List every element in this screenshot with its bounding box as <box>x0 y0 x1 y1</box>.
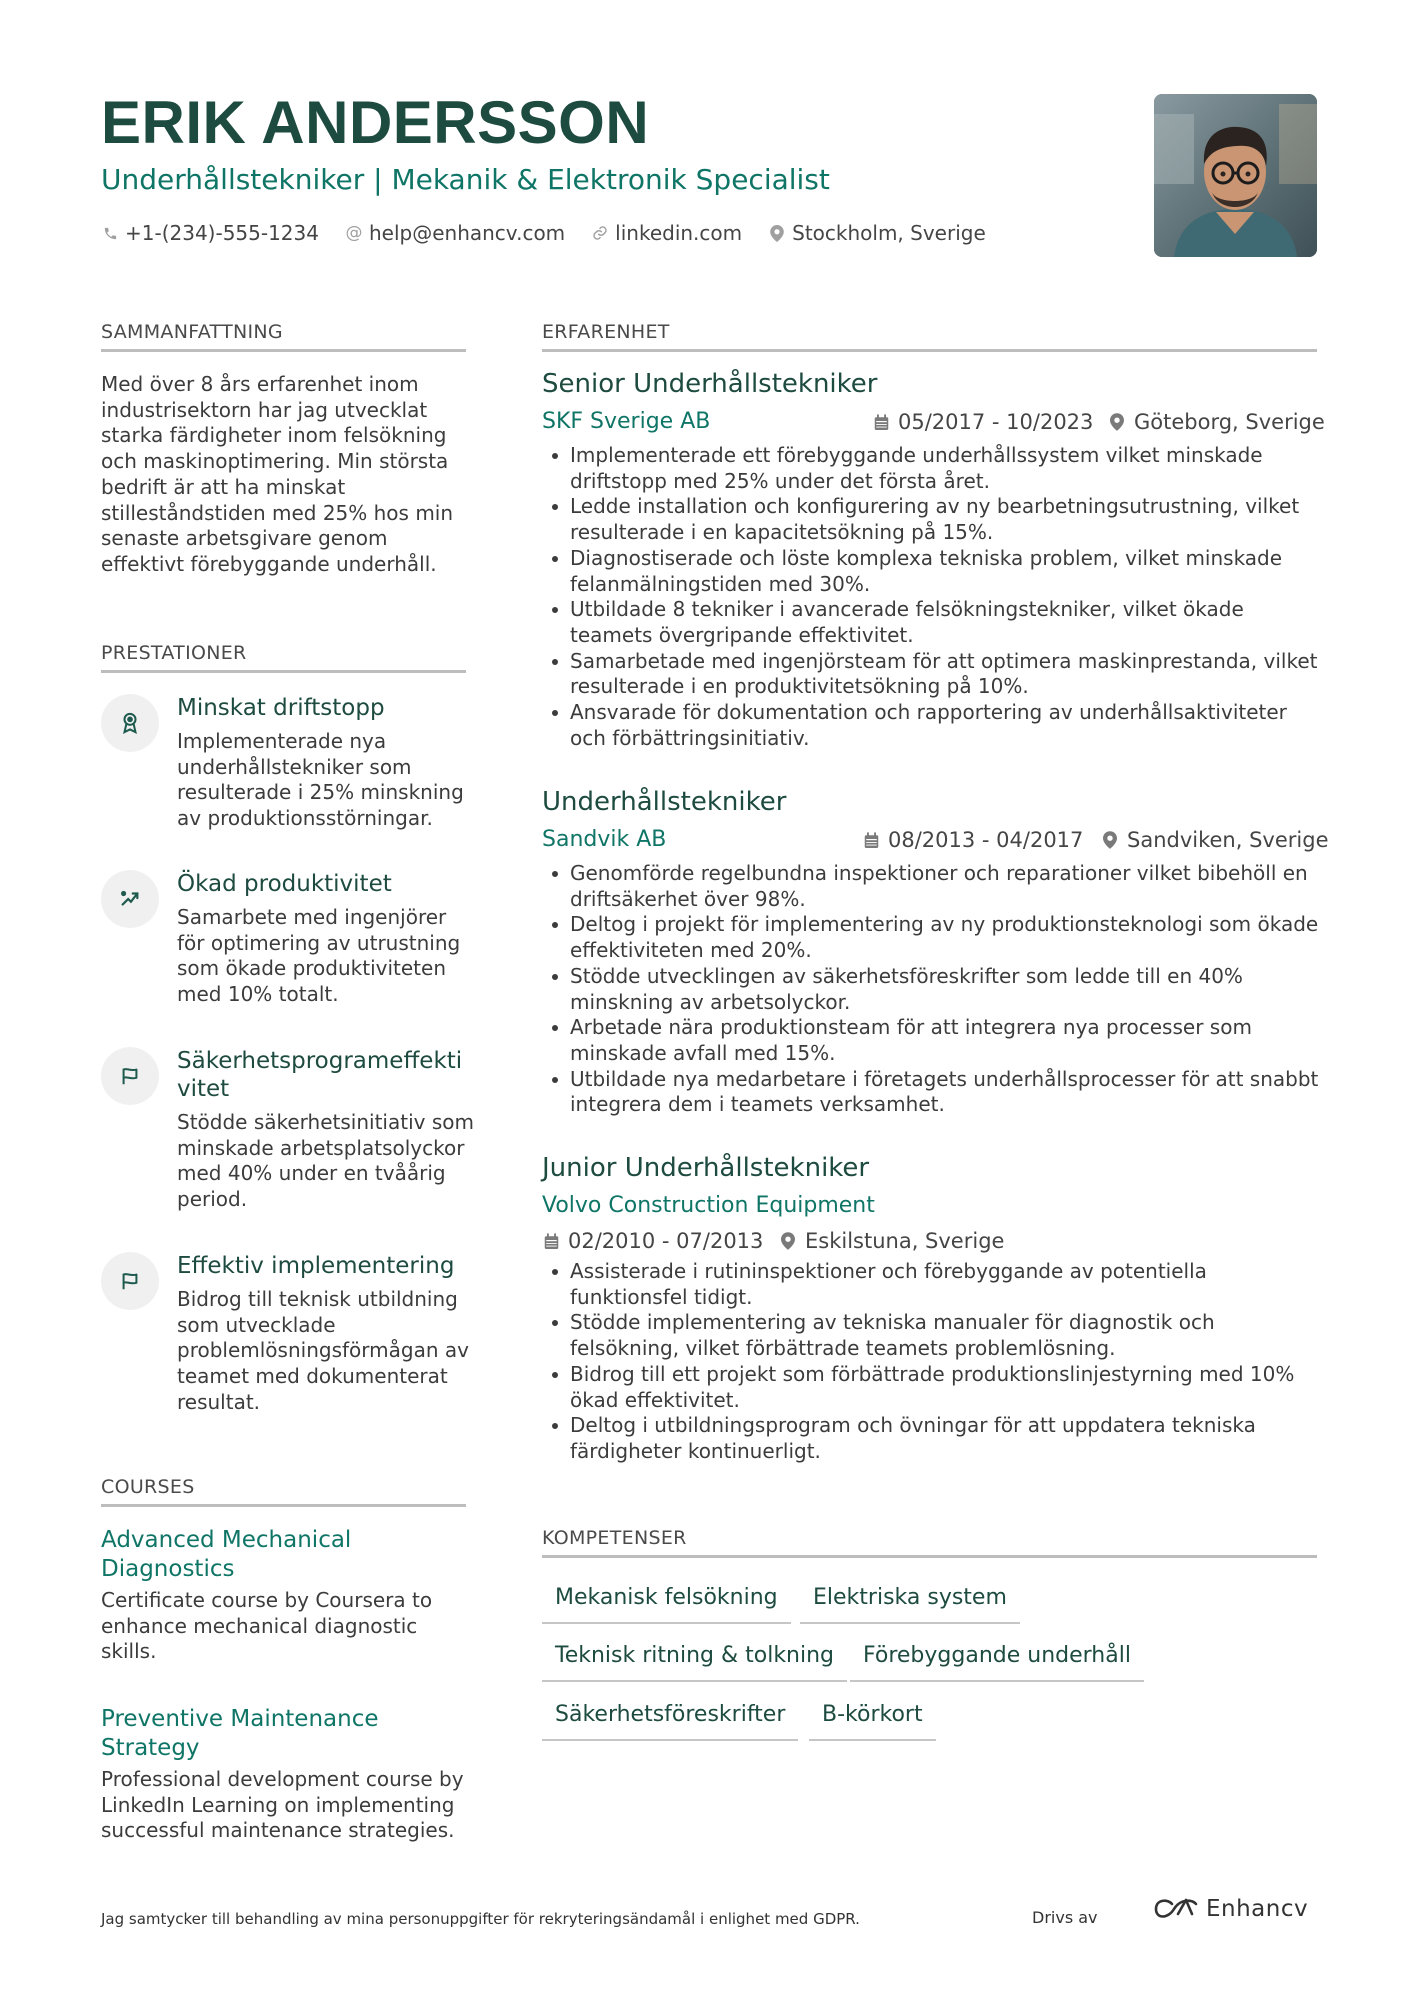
course-desc: Professional development course by LinkedIn Learning on implementing successful maintenance strategies. <box>101 1767 464 1843</box>
job-dates <box>872 410 1093 434</box>
calendar-icon <box>872 412 890 432</box>
chart-icon <box>101 870 159 928</box>
location-icon <box>1108 412 1126 432</box>
skill-tag: Mekanisk felsökning <box>542 1585 791 1624</box>
job-dates-text: 02/2010 - 07/2013 <box>568 1229 764 1253</box>
bullet-item: Arbetade nära produktionsteam för att integrera nya processer som minskade avfall med 15%. <box>548 1015 1328 1066</box>
gdpr-consent: Jag samtycker till behandling av mina personuppgifter för rekryteringsändamål i enlighet med GDPR. <box>101 1910 860 1928</box>
achievement-desc: Implementerade nya underhållstekniker som resulterade i 25% minskning av produktionsstörningar. <box>177 729 464 831</box>
job-location <box>779 1229 1004 1253</box>
bullet-item: Stödde implementering av tekniska manualer för diagnostik och felsökning, vilket förbättrade teamets problemlösning. <box>548 1310 1328 1361</box>
bullet-item: Bidrog till ett projekt som förbättrade produktionslinjestyrning med 10% ökad effektivitet. <box>548 1362 1328 1413</box>
bullet-item: Utbildade nya medarbetare i företagets underhållsprocesser för att snabbt integrera dem i teamets verksamhet. <box>548 1067 1328 1118</box>
achievement-title: Minskat driftstopp <box>177 695 385 721</box>
skill-tag: Teknisk ritning & tolkning <box>542 1643 847 1682</box>
achievement-item <box>101 870 471 1010</box>
at-icon: @ <box>345 223 363 243</box>
achievement-title: Ökad produktivitet <box>177 871 392 897</box>
contact-bar <box>101 221 1012 245</box>
job-title: Senior Underhållstekniker <box>542 369 878 399</box>
job-title: Underhållstekniker <box>542 787 787 817</box>
bullet-item: Implementerade ett förebyggande underhållssystem vilket minskade driftstopp med 25% under det första året. <box>548 443 1328 494</box>
calendar-icon <box>862 830 880 850</box>
contact-email-text: help@enhancv.com <box>368 221 566 245</box>
bullet-item: Samarbetade med ingenjörsteam för att optimera maskinprestanda, vilket resulterade i en produktivitetsökning på 10%. <box>548 649 1328 700</box>
bullet-item: Deltog i projekt för implementering av ny produktionsteknologi som ökade effektiviteten med 20%. <box>548 912 1328 963</box>
job-title: Junior Underhållstekniker <box>542 1153 870 1183</box>
summary-text: Med över 8 års erfarenhet inom industrisektorn har jag utvecklat starka färdigheter inom felsökning och maskinoptimering. Min största bedrift är att ha minskat stilleståndstiden med 25% hos min senaste arbetsgivare genom effektivt förebyggande underhåll. <box>101 372 454 576</box>
bullet-item: Stödde utvecklingen av säkerhetsföreskrifter som ledde till en 40% minskning av arbetsolyckor. <box>548 964 1328 1015</box>
achievement-desc: Stödde säkerhetsinitiativ som minskade arbetsplatsolyckor med 40% under en tvåårig period. <box>177 1110 474 1212</box>
job-dates <box>862 828 1083 852</box>
contact-email[interactable] <box>345 221 565 245</box>
enhancv-logo-icon <box>1152 1896 1200 1922</box>
job-location-text: Eskilstuna, Sverige <box>805 1229 1005 1253</box>
summary-heading: SAMMANFATTNING <box>101 321 466 352</box>
bullet-item: Genomförde regelbundna inspektioner och reparationer vilket bibehöll en driftsäkerhet över 98%. <box>548 861 1328 912</box>
job-bullets <box>548 1259 1328 1465</box>
achievement-desc: Bidrog till teknisk utbildning som utvecklade problemlösningsförmågan av teamet med dokumenterat resultat. <box>177 1287 469 1414</box>
location-icon <box>1101 830 1119 850</box>
candidate-title: Underhållstekniker | Mekanik & Elektronik Specialist <box>101 163 830 196</box>
achievement-item <box>101 1047 474 1217</box>
job-dates-text: 05/2017 - 10/2023 <box>898 410 1094 434</box>
phone-icon <box>101 224 119 242</box>
job-location <box>1101 828 1329 852</box>
job-bullets <box>548 861 1328 1118</box>
achievement-item <box>101 1252 471 1422</box>
contact-linkedin-text: linkedin.com <box>615 221 743 245</box>
bullet-item: Diagnostiserade och löste komplexa tekniska problem, vilket minskade felanmälningstiden med 30%. <box>548 546 1328 597</box>
achievements-heading: PRESTATIONER <box>101 642 466 673</box>
location-icon <box>779 1231 797 1251</box>
course-desc: Certificate course by Coursera to enhance mechanical diagnostic skills. <box>101 1588 433 1664</box>
achievement-title: Säkerhetsprogrameffekti vitet <box>177 1048 463 1102</box>
flag-icon <box>101 1047 159 1105</box>
job-company: Volvo Construction Equipment <box>542 1193 875 1218</box>
calendar-icon <box>542 1231 560 1251</box>
achievement-title: Effektiv implementering <box>177 1253 455 1279</box>
job-company: Sandvik AB <box>542 827 667 852</box>
job-dates <box>542 1229 763 1253</box>
contact-location-text: Stockholm, Sverige <box>792 221 986 245</box>
powered-by-label: Drivs av <box>1032 1908 1098 1927</box>
job-company: SKF Sverige AB <box>542 409 711 434</box>
skill-tag: Säkerhetsföreskrifter <box>542 1702 798 1741</box>
skill-tag: Förebyggande underhåll <box>850 1643 1144 1682</box>
enhancv-logo[interactable] <box>1152 1896 1308 1922</box>
achievement-item <box>101 694 471 844</box>
link-icon <box>591 224 609 242</box>
profile-photo <box>1154 94 1317 257</box>
skill-tag: Elektriska system <box>800 1585 1020 1624</box>
flag-icon <box>101 1252 159 1310</box>
bullet-item: Ansvarade för dokumentation och rapportering av underhållsaktiviteter och förbättringsinitiativ. <box>548 700 1328 751</box>
experience-heading: ERFARENHET <box>542 321 1317 352</box>
candidate-name: ERIK ANDERSSON <box>101 89 650 156</box>
enhancv-logo-text: Enhancv <box>1206 1896 1309 1922</box>
skills-heading: KOMPETENSER <box>542 1527 1317 1558</box>
job-bullets <box>548 443 1328 751</box>
job-location-text: Göteborg, Sverige <box>1134 410 1325 434</box>
bullet-item: Deltog i utbildningsprogram och övningar för att uppdatera tekniska färdigheter kontinuerligt. <box>548 1413 1328 1464</box>
contact-phone[interactable] <box>101 221 319 245</box>
bullet-item: Assisterade i rutininspektioner och förebyggande av potentiella funktionsfel tidigt. <box>548 1259 1328 1310</box>
course-title: Advanced Mechanical Diagnostics <box>101 1527 352 1582</box>
achievement-desc: Samarbete med ingenjörer för optimering av utrustning som ökade produktiviteten med 10% totalt. <box>177 905 461 1007</box>
award-icon <box>101 694 159 752</box>
course-title: Preventive Maintenance Strategy <box>101 1706 379 1761</box>
contact-linkedin[interactable] <box>591 221 742 245</box>
job-dates-text: 08/2013 - 04/2017 <box>888 828 1084 852</box>
job-location <box>1108 410 1325 434</box>
location-icon <box>768 224 786 242</box>
job-location-text: Sandviken, Sverige <box>1127 828 1329 852</box>
bullet-item: Utbildade 8 tekniker i avancerade felsökningstekniker, vilket ökade teamets övergripande effektivitet. <box>548 597 1328 648</box>
bullet-item: Ledde installation och konfigurering av ny bearbetningsutrustning, vilket resulterade i en kapacitetsökning på 15%. <box>548 494 1328 545</box>
courses-heading: COURSES <box>101 1476 466 1507</box>
contact-phone-text: +1-(234)-555-1234 <box>125 221 319 245</box>
contact-location <box>768 221 986 245</box>
skill-tag: B-körkort <box>809 1702 936 1741</box>
